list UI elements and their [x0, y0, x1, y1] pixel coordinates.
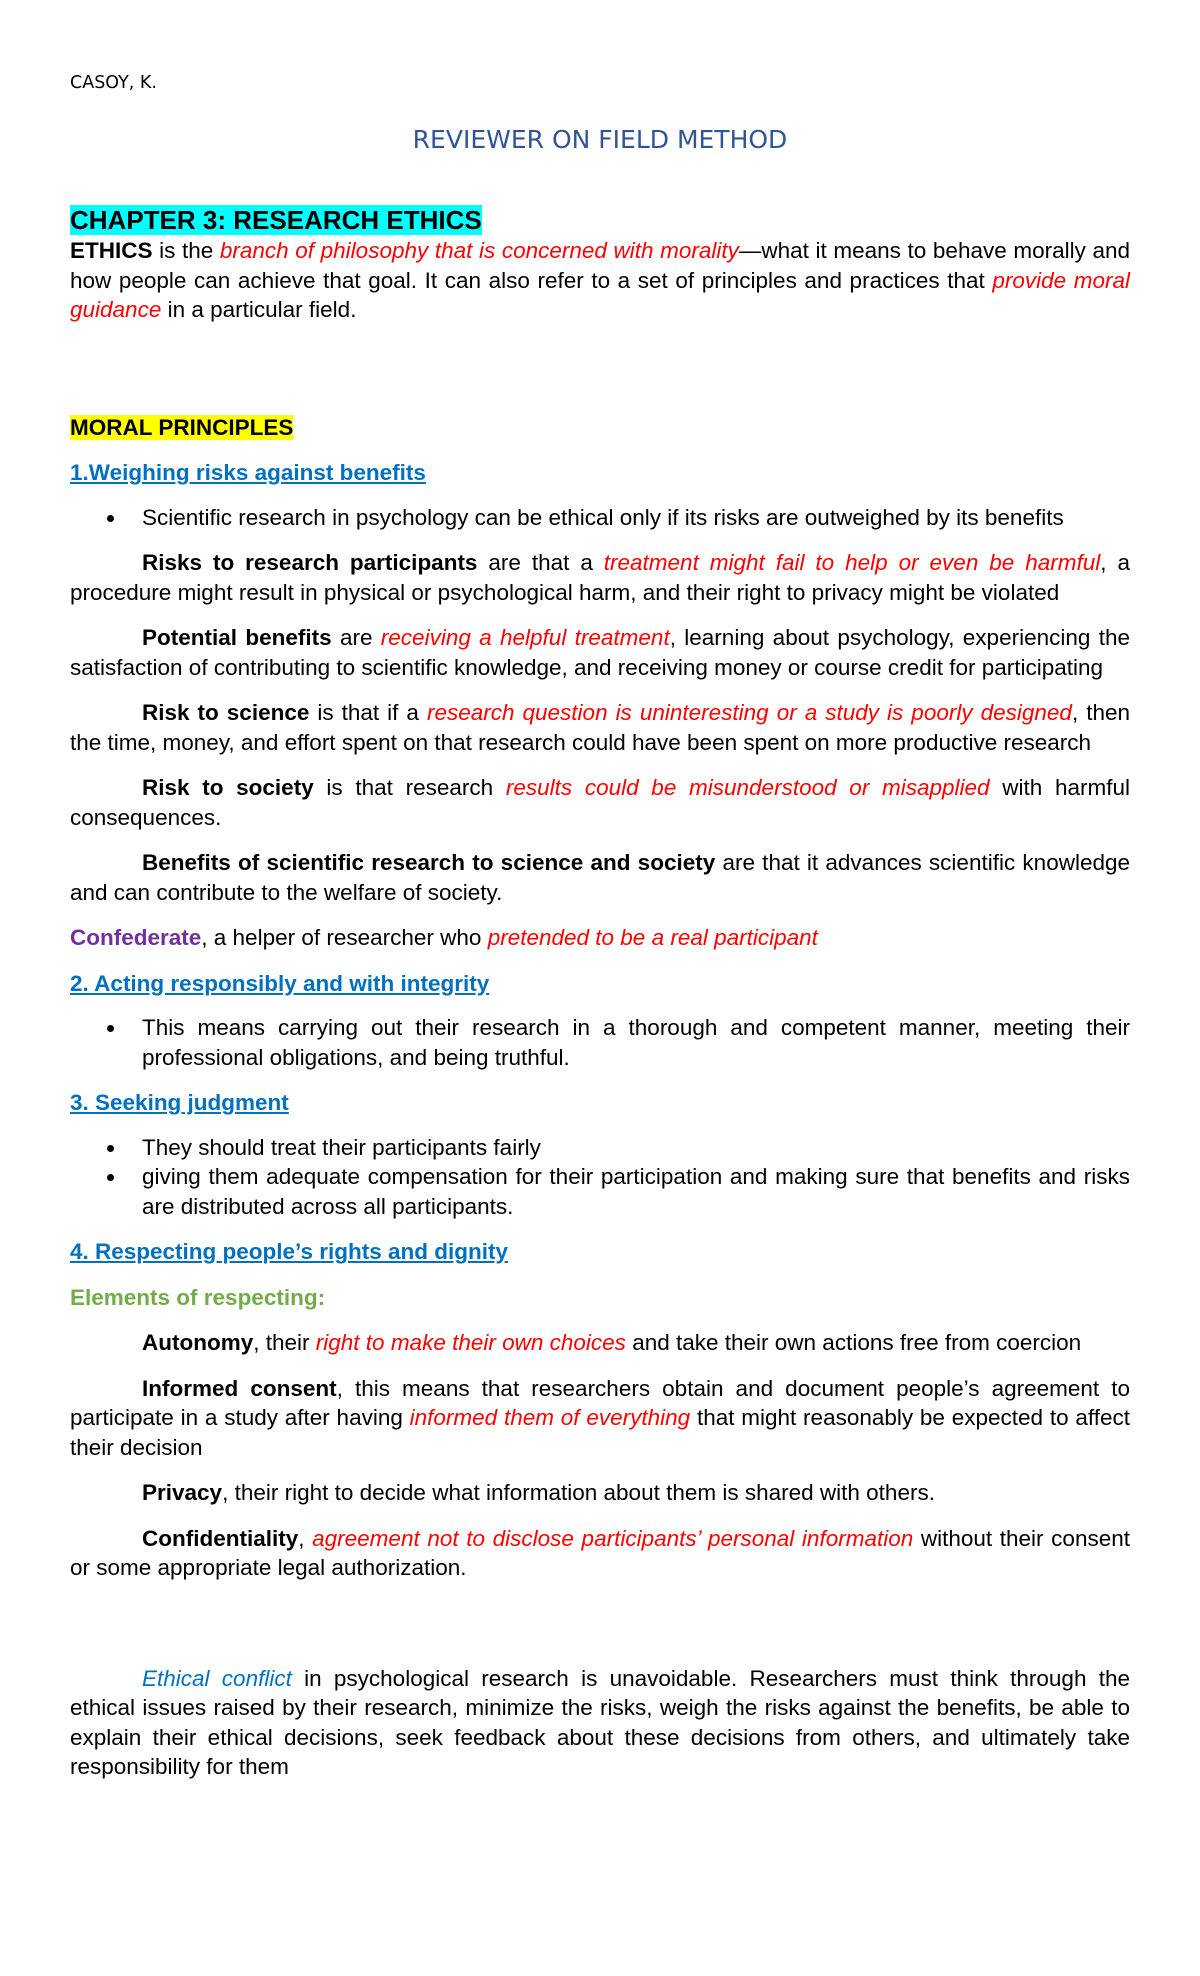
- emphasis: branch of philosophy that is concerned with morality: [219, 238, 739, 263]
- text: is the: [152, 238, 220, 263]
- moral-principles-heading: [70, 413, 1130, 443]
- ethics-definition: [70, 236, 1130, 325]
- term: Informed consent: [142, 1375, 337, 1401]
- term: Risk to science: [142, 700, 310, 725]
- principle-1-heading-text: 1.Weighing risks against benefits: [70, 460, 426, 485]
- text: with harmful consequences.: [70, 775, 1131, 830]
- principle-2-bullets: [70, 1013, 1130, 1072]
- text: are that a: [477, 550, 604, 575]
- principle-1-bullets: [70, 503, 1130, 533]
- list-item: [70, 503, 1130, 533]
- text: and take their own actions free from coercion: [625, 1330, 1082, 1355]
- list-item-text: They should treat their participants fairly: [142, 1134, 541, 1160]
- risk-to-society: [70, 773, 1130, 832]
- text: are that it advances scientific knowledge and can contribute to the welfare of society.: [70, 850, 1131, 905]
- risk-to-science: [70, 698, 1130, 757]
- chapter-heading-text: CHAPTER 3: RESEARCH ETHICS: [70, 205, 482, 235]
- risks-to-participants: [70, 548, 1130, 607]
- bullet-icon: [107, 1025, 114, 1032]
- ethical-conflict-paragraph: [70, 1664, 1130, 1782]
- text: , this means that researchers obtain and document people’s agreement to participate in a study after having: [70, 1375, 1130, 1430]
- principle-4-heading: [70, 1237, 1130, 1267]
- term: Benefits of scientific research to science and society: [142, 850, 716, 875]
- elements-heading: [70, 1283, 1130, 1313]
- list-item: [70, 1133, 1130, 1163]
- text: without their consent or some appropriate legal authorization.: [70, 1525, 1130, 1580]
- text: , their: [253, 1330, 316, 1355]
- text: , a procedure might result in physical or psychological harm, and their right to privacy might be violated: [70, 550, 1130, 605]
- confidentiality-definition: [70, 1524, 1130, 1583]
- principle-3-heading-text: 3. Seeking judgment: [70, 1090, 289, 1115]
- term: ETHICS: [70, 238, 153, 263]
- emphasis: pretended to be a real participant: [487, 925, 818, 950]
- text: , a helper of researcher who: [201, 925, 488, 950]
- benefits-of-research: [70, 848, 1130, 907]
- elements-heading-text: Elements of respecting:: [70, 1284, 326, 1310]
- term: Confidentiality: [142, 1525, 299, 1551]
- principle-3-bullets: [70, 1133, 1130, 1222]
- list-item-text: This means carrying out their research in a thorough and competent manner, meeting their professional obligations, and being truthful.: [142, 1015, 1130, 1070]
- document-body: [70, 204, 1130, 1782]
- autonomy-definition: [70, 1328, 1130, 1358]
- chapter-heading: [70, 204, 1130, 236]
- moral-principles-heading-text: MORAL PRINCIPLES: [70, 414, 294, 440]
- informed-consent-definition: [70, 1374, 1130, 1463]
- text: , then the time, money, and effort spent on that research could have been spent on more productive research: [70, 700, 1130, 755]
- emphasis: agreement not to disclose participants’ personal information: [312, 1525, 914, 1551]
- bullet-icon: [107, 1174, 114, 1181]
- term: Potential benefits: [142, 625, 332, 650]
- emphasis: results could be misunderstood or misapplied: [505, 775, 990, 800]
- term: Risk to society: [142, 775, 314, 800]
- list-item: [70, 1162, 1130, 1221]
- term: Autonomy: [142, 1330, 254, 1355]
- emphasis: provide moral guidance: [70, 267, 1130, 322]
- emphasis: right to make their own choices: [315, 1330, 626, 1355]
- text: that might reasonably be expected to affect their decision: [70, 1405, 1131, 1460]
- principle-1-heading: [70, 458, 1130, 488]
- bullet-icon: [107, 1145, 114, 1152]
- text: , their right to decide what information about them is shared with others.: [222, 1480, 935, 1505]
- privacy-definition: [70, 1478, 1130, 1508]
- author-name: CASOY, K.: [70, 73, 157, 93]
- term: Ethical conflict: [142, 1665, 292, 1691]
- text: ,: [298, 1525, 313, 1551]
- emphasis: research question is uninteresting or a study is poorly designed: [426, 700, 1072, 725]
- confederate-definition: [70, 923, 1130, 953]
- text: , learning about psychology, experiencing the satisfaction of contributing to scientific knowledge, and receiving money or course credit for participating: [70, 625, 1130, 680]
- bullet-icon: [107, 515, 114, 522]
- text: are: [331, 625, 381, 650]
- emphasis: informed them of everything: [409, 1405, 691, 1430]
- list-item-text: Scientific research in psychology can be ethical only if its risks are outweighed by its benefits: [142, 504, 1064, 530]
- principle-2-heading: [70, 969, 1130, 999]
- term: Privacy: [142, 1480, 223, 1505]
- list-item: [70, 1013, 1130, 1072]
- principle-3-heading: [70, 1088, 1130, 1118]
- list-item-text: giving them adequate compensation for their participation and making sure that benefits and risks are distributed across all participants.: [142, 1164, 1130, 1219]
- emphasis: receiving a helpful treatment: [380, 625, 670, 650]
- text: in psychological research is unavoidable. Researchers must think through the ethical issues raised by their research, minimize the risks, weigh the risks against the benefits, be able to explain their ethical decisions, seek feedback about these decisions from others, and ultimately take responsibility for them: [70, 1665, 1131, 1779]
- text: is that research: [313, 775, 506, 800]
- potential-benefits: [70, 623, 1130, 682]
- emphasis: treatment might fail to help or even be harmful: [603, 550, 1101, 575]
- principle-2-heading-text: 2. Acting responsibly and with integrity: [70, 970, 490, 996]
- principle-4-heading-text: 4. Respecting people’s rights and dignity: [70, 1239, 508, 1264]
- term: Risks to research participants: [142, 550, 478, 575]
- text: —what it means to behave morally and how people can achieve that goal. It can also refer to a set of principles and practices that: [70, 238, 1130, 293]
- term: Confederate: [70, 925, 202, 950]
- text: is that if a: [309, 700, 427, 725]
- text: in a particular field.: [161, 297, 357, 322]
- document-title: REVIEWER ON FIELD METHOD: [412, 125, 788, 154]
